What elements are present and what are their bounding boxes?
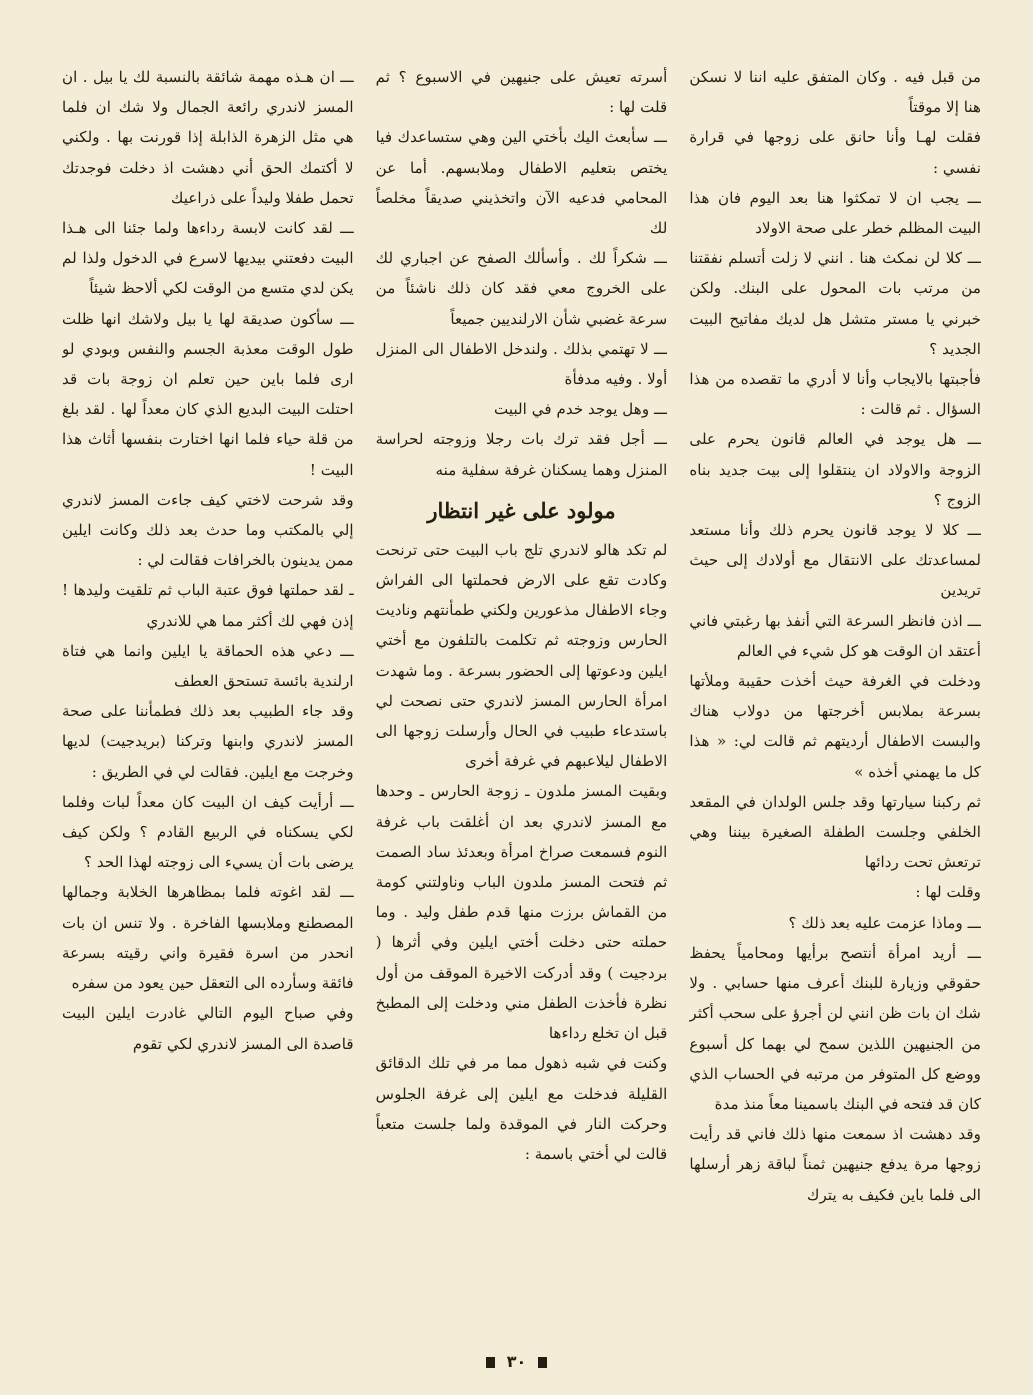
column-right: [689, 62, 981, 1321]
paragraph: فأجبتها بالايجاب وأنا لا أدري ما تقصده من هذا السؤال . ثم قالت :: [689, 370, 981, 419]
paragraph: ـــ سأبعث اليك بأختي الين وهي ستساعدك فيا يختص بتعليم الاطفال وملابسهم. أما عن المحامي فدعيه الآن واتخذيني صديقاً مخلصاً لك: [375, 128, 668, 238]
paragraph: ثم ركبنا سيارتها وقد جلس الولدان في المقعد الخلفي وجلست الطفلة الصغيرة بيننا وهي ترتعش تحت ردائها: [689, 792, 981, 872]
paragraph: ـــ اذن فانظر السرعة التي أنفذ بها رغبتي فاني أعتقد ان الوقت هو كل شيء في العالم: [689, 611, 981, 660]
paragraph: وكنت في شبه ذهول مما مر في تلك الدقائق القليلة فدخلت مع ايلين إلى غرفة الجلوس وحركت النار في الموقدة ولما جلست متعباً قالت لي أختي باسمة :: [375, 1054, 668, 1163]
paragraph: وفي صباح اليوم التالي غادرت ايلين البيت قاصدة الى المسز لاندري لكي تقوم: [61, 1004, 354, 1053]
paragraph: ـــ كلا لا يوجد قانون يحرم ذلك وأنا مستعد لمساعدتك على الانتقال مع أولادك إلى حيث تريدين: [689, 521, 981, 600]
paragraph: وقد دهشت اذ سمعت منها ذلك فاني قد رأيت زوجها مرة يدفع جنيهين ثمناً لباقة زهر أرسلها الى فلما باين فكيف به يترك: [689, 1125, 981, 1204]
paragraph: ـــ يجب ان لا تمكثوا هنا بعد اليوم فان هذا البيت المظلم خطر على صحة الاولاد: [689, 188, 981, 238]
paragraph: لم تكد هالو لاندري تلج باب البيت حتى ترنحت وكادت تقع على الارض فحملتها الى الفراش وجاء الاطفال مذعورين ولكني طمأنتهم وناديت الحارس وزوجته ثم تكلمت بالتلفون مع أختي ايلين ودعوتها إلى الحضور بسرعة . وما شهدت امرأة الحارس المسز لاندري حتى نصحت لي باستدعاء طبيب في الحال وأرسلت زوجها الى الاطفال ليلاعبهم في غرفة أخرى: [375, 540, 668, 771]
paragraph: ـــ لا تهتمي بذلك . ولندخل الاطفال الى المنزل أولا . وفيه مدفأة: [375, 339, 668, 389]
column-left: [62, 62, 354, 1321]
paragraph: ـــ كلا لن نمكث هنا . انني لا زلت أتسلم نفقتنا من مرتب بات المحول على البنك. ولكن خبرني يا مستر متشل هل لديك مفاتيح البيت الجديد ؟: [689, 249, 981, 358]
paragraph: ـــ سأكون صديقة لها يا بيل ولاشك انها ظلت طول الوقت معذبة الجسم والنفس وبودي لو ارى فلما باين حين تعلم ان زوجة بات قد احتلت البيت البديع الذي كان معداً لها . لقد بلغ من قلة حياء فلما انها اختارت بنفسها أثاث هذا البيت !: [61, 309, 354, 479]
paragraph: ودخلت في الغرفة حيث أخذت حقيبة وملأتها بسرعة بملابس أخرجتها من دولاب هناك والبست الاطفال أرديتهم ثم قالت لي: « هذا كل ما يهمني أخذه »: [689, 672, 981, 781]
paragraph: ـــ أريد امرأة أنتصح برأيها ومحامياً يحفظ حقوقي وزيارة للبنك أعرف منها حسابي . ولا شك ان بات ظن انني لن أجرؤ على سحب أكثر من الجنيهين اللذين سمح لي بهما كل أسبوع ووضع كل المتوفر من مرتبه في الحساب الذي كان قد فتحه في البنك باسمينا معاً منذ مدة: [689, 943, 981, 1113]
section-heading: مولود على غير انتظار: [427, 497, 616, 523]
paragraph: ـــ وهل يوجد خدم في البيت: [493, 400, 668, 419]
paragraph: فقلت لهـا وأنا حانق على زوجها في قرارة نفسي :: [689, 128, 981, 177]
paragraph: ـــ ان هـذه مهمة شائقة بالنسبة لك يا بيل . ان المسز لاندري رائعة الجمال ولا شك ان فلما هي مثل الزهرة الذابلة إذا قورنت بها . ولكني لا أكتمك الحق أني دهشت اذ دخلت فوجدتك تحمل طفلا وليداً على ذراعيك: [61, 68, 354, 207]
square-bullet-icon: [486, 1357, 495, 1368]
paragraph: ـــ شكراً لك . وأسألك الصفح عن اجباري لك على الخروج معي فقد كان ذلك ناشئاً من سرعة غضبي شأن الارلنديين جميعاً: [375, 249, 668, 328]
column-middle: [376, 62, 668, 1321]
paragraph: ـــ لقد اغوته فلما بمظاهرها الخلابة وجمالها المصطنع وملابسها الفاخرة . ولا تنس ان بات انحدر من اسرة فقيرة واني رقيته بسرعة فائقة وسأرده الى التعقل حين يعود من سفره: [61, 883, 354, 993]
paragraph: ـــ لقد كانت لابسة رداءها ولما جئنا الى هـذا البيت دفعتني بيديها لاسرع في الدخول ولذا لم يكن لدي متسع من الوقت لكي ألاحظ شيئاً: [61, 219, 354, 298]
paragraph: ـــ وماذا عزمت عليه بعد ذلك ؟: [788, 913, 981, 932]
page-number: ٣٠: [506, 1352, 527, 1371]
paragraph: من قبل فيه . وكان المتفق عليه اننا لا نسكن هنا إلا موقتاً: [689, 68, 981, 117]
paragraph: ـــ أجل فقد ترك بات رجلا وزوجته لحراسة المنزل وهما يسكنان غرفة سفلية منه: [375, 430, 668, 479]
square-bullet-icon: [538, 1357, 547, 1368]
paragraph: ـ لقد حملتها فوق عتبة الباب ثم تلقيت وليدها ! إذن فهي لك أكثر مما هي للاندري: [61, 581, 354, 630]
paragraph: ـــ دعي هذه الحماقة يا ايلين وانما هي فتاة ارلندية بائسة تستحق العطف: [61, 641, 354, 691]
paragraph: وقد شرحت لاختي كيف جاءت المسز لاندري إلي بالمكتب وما حدث بعد ذلك وكانت ايلين ممن يدينون بالخرافات فقالت لي :: [61, 490, 354, 570]
paragraph: وبقيت المسز ملدون ـ زوجة الحارس ـ وحدها مع المسز لاندري بعد ان أغلقت باب غرفة النوم فسمعت صراخ امرأة وبعدئذ ساد الصمت ثم فتحت المسز ملدون الباب وناولتني كومة من القماش برزت منها قدم طفل وليد . وما حملته حتى دخلت أختي ايلين وفي أثرها ( بردجيت ) وقد أدركت الاخيرة الموقف من أول نظرة فأخذت الطفل مني ودخلت إلى المطبخ قبل ان تخلع رداءها: [375, 782, 668, 1043]
paragraph: وقلت لها :: [915, 883, 981, 902]
paragraph: ـــ هل يوجد في العالم قانون يحرم على الزوجة والاولاد ان ينتقلوا إلى بيت جديد بناه الزوج ؟: [689, 430, 981, 509]
paragraph: وقد جاء الطبيب بعد ذلك فطمأننا على صحة المسز لاندري وابنها وتركنا (بريدجيت) لديها وخرجت مع ايلين. فقالت لي في الطريق :: [61, 702, 354, 781]
paragraph: ـــ أرأيت كيف ان البيت كان معداً لبات وفلما لكي يسكناه في الربيع القادم ؟ ولكن كيف يرضى بات أن يسيء الى زوجته لهذا الحد ؟: [61, 792, 354, 872]
page-number-footer: [0, 1352, 1033, 1371]
paragraph: أسرته تعيش على جنيهين في الاسبوع ؟ ثم قلت لها :: [375, 68, 668, 117]
text-columns: [62, 62, 981, 1321]
